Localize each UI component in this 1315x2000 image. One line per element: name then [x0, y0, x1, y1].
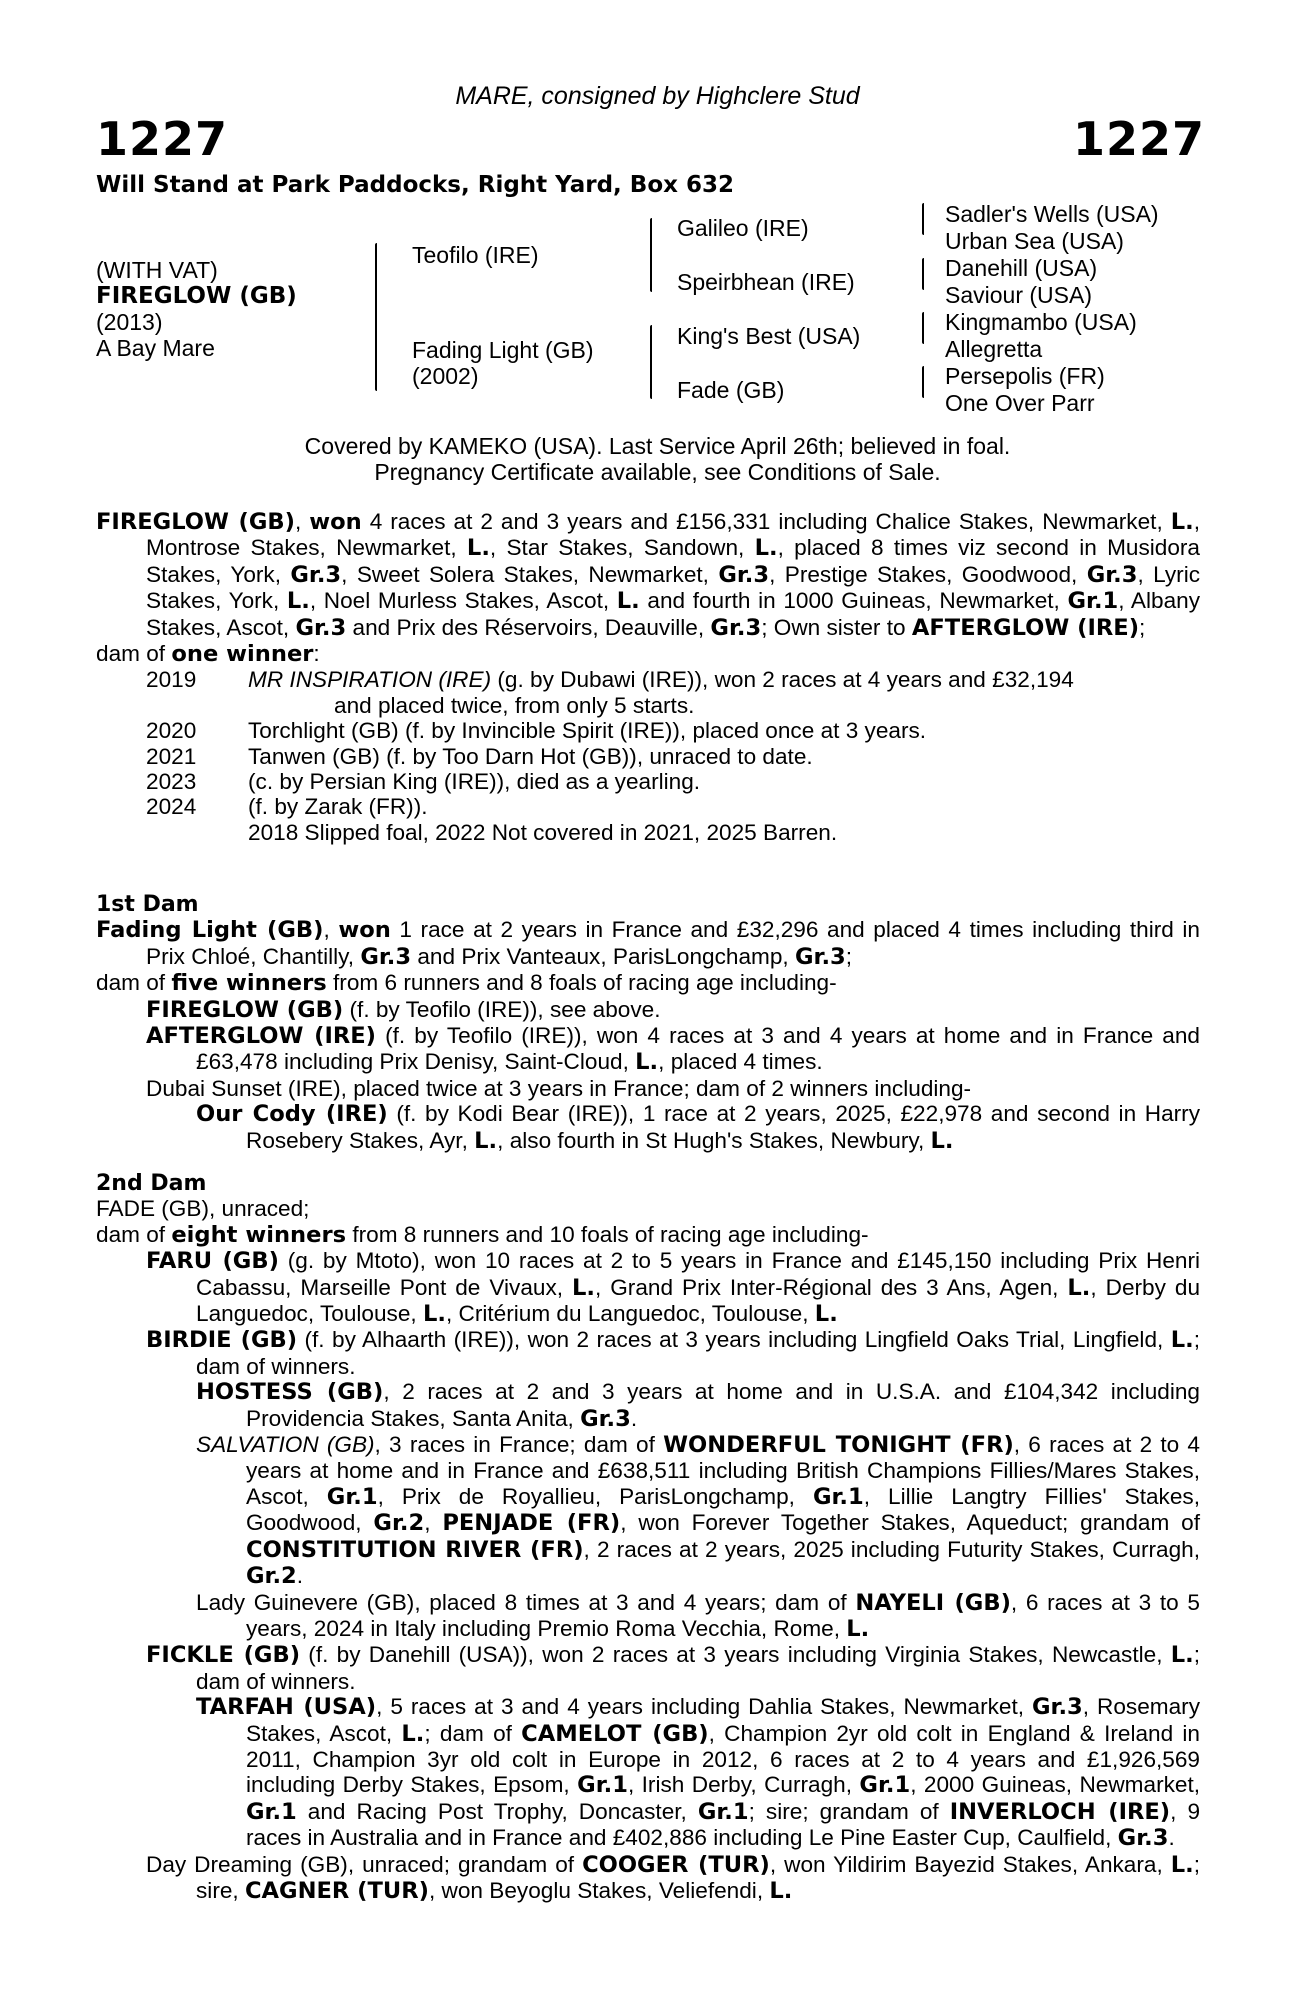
second-dam-grandoffspring: SALVATION (GB), 3 races in France; dam of WONDERFUL TONIGHT (FR), 6 races at 2 to 4 years at home and in France and £638,511 including British Champions Fillies/Mares Stakes, Ascot, Gr.1, Prix de Royallieu, ParisLongchamp, Gr.1, Lillie Langtry Fillies' Stakes, Goodwood, Gr.2, PENJADE (FR), won Forever Together Stakes, Aqueduct; grandam of CONSTITUTION RIVER (FR), 2 races at 2 years, 2025 including Futurity Stakes, Curragh, Gr.2. — [196, 1432, 1200, 1590]
mare-race-record: FIREGLOW (GB), won 4 races at 2 and 3 years and £156,331 including Chalice Stakes, Newmarket, L., Montrose Stakes, Newmarket, L., Star Stakes, Sandown, L., placed 8 times viz second in Musidora Stakes, York, Gr.3, Sweet Solera Stakes, Newmarket, Gr.3, Prestige Stakes, Goodwood, Gr.3, Lyric Stakes, York, L., Noel Murless Stakes, Ascot, L. and fourth in 1000 Guineas, Newmarket, Gr.1, Albany Stakes, Ascot, Gr.3 and Prix des Réservoirs, Deauville, Gr.3; Own sister to AFTERGLOW (IRE); — [96, 509, 1201, 641]
second-dam-grandoffspring: HOSTESS (GB), 2 races at 2 and 3 years at home and in U.S.A. and £104,342 including Providencia Stakes, Santa Anita, Gr.3. — [196, 1379, 1200, 1432]
first-dam-grandoffspring: Our Cody (IRE) (f. by Kodi Bear (IRE)), 1 race at 2 years, 2025, £22,978 and second in Harry Rosebery Stakes, Ayr, L., also fourth in St Hugh's Stakes, Newbury, L. — [196, 1101, 1200, 1154]
pedigree-dam-year: (2002) — [412, 363, 479, 389]
second-dam-section — [96, 1171, 1200, 1904]
pedigree-g4: Saviour (USA) — [945, 282, 1092, 308]
pedigree-g2: Urban Sea (USA) — [945, 228, 1124, 254]
horse-description: A Bay Mare — [96, 335, 215, 361]
pedigree-g8: One Over Parr — [945, 390, 1095, 416]
pedigree-dam-dam: Fade (GB) — [677, 377, 785, 403]
second-dam-produce-intro: dam of eight winners from 8 runners and 10 foals of racing age including- — [96, 1221, 869, 1248]
produce-row: 2024 (f. by Zarak (FR)). — [146, 794, 428, 820]
pedigree-sire-sire: Galileo (IRE) — [677, 215, 809, 241]
first-dam-offspring: AFTERGLOW (IRE) (f. by Teofilo (IRE)), won 4 races at 3 and 4 years at home and in France and £63,478 including Prix Denisy, Saint-Cloud, L., placed 4 times. — [146, 1023, 1201, 1076]
pedigree-g7: Persepolis (FR) — [945, 363, 1105, 389]
first-dam-section — [96, 892, 1200, 1154]
pedigree-brace-g34 — [922, 258, 924, 290]
consignment-line: MARE, consigned by Highclere Stud — [455, 82, 860, 110]
lot-number-left: 1227 — [96, 112, 229, 166]
pedigree-brace-sire — [650, 218, 652, 292]
first-dam-offspring: FIREGLOW (GB) (f. by Teofilo (IRE)), see above. — [146, 996, 661, 1023]
covered-line: Covered by KAMEKO (USA). Last Service April 26th; believed in foal. — [304, 433, 1011, 459]
first-dam-produce-intro: dam of five winners from 6 runners and 8 foals of racing age including- — [96, 970, 837, 997]
pedigree-brace-g56 — [922, 312, 924, 344]
second-dam-grandoffspring: TARFAH (USA), 5 races at 3 and 4 years including Dahlia Stakes, Newmarket, Gr.3, Rosemary Stakes, Ascot, L.; dam of CAMELOT (GB), Champion 2yr old colt in England & Ireland in 2011, Champion 3yr old colt in Europe in 2012, 6 races at 2 to 4 years and £1,926,569 including Derby Stakes, Epsom, Gr.1, Irish Derby, Curragh, Gr.1, 2000 Guineas, Newmarket, Gr.1 and Racing Post Trophy, Doncaster, Gr.1; sire; grandam of INVERLOCH (IRE), 9 races in Australia and in France and £402,886 including Le Pine Easter Cup, Caulfield, Gr.3. — [196, 1694, 1201, 1852]
pedigree-dam: Fading Light (GB) — [412, 337, 594, 363]
pedigree-brace-g78 — [922, 366, 924, 398]
produce-row: 2023 (c. by Persian King (IRE)), died as a yearling. — [146, 769, 701, 795]
produce-record — [96, 509, 1200, 845]
pedigree-sire: Teofilo (IRE) — [412, 242, 539, 268]
vat-note: (WITH VAT) — [96, 257, 218, 283]
first-dam-heading: 1st Dam — [96, 892, 199, 917]
horse-name: FIREGLOW (GB) — [96, 283, 297, 309]
produce-row: 2020 Torchlight (GB) (f. by Invincible Spirit (IRE)), placed once at 3 years. — [146, 718, 927, 744]
second-dam-grandoffspring: Lady Guinevere (GB), placed 8 times at 3 and 4 years; dam of NAYELI (GB), 6 races at 3 to 5 years, 2024 in Italy including Premio Roma Vecchia, Rome, L. — [196, 1589, 1200, 1642]
pregnancy-line: Pregnancy Certificate available, see Conditions of Sale. — [374, 459, 941, 485]
pedigree-g3: Danehill (USA) — [945, 255, 1098, 281]
second-dam-offspring: BIRDIE (GB) (f. by Alhaarth (IRE)), won 2 races at 3 years including Lingfield Oaks Trial, Lingfield, L.; dam of winners. — [146, 1327, 1200, 1379]
second-dam-record: FADE (GB), unraced; — [96, 1196, 310, 1222]
second-dam-offspring: FARU (GB) (g. by Mtoto), won 10 races at 2 to 5 years in France and £145,150 including Prix Henri Cabassu, Marseille Pont de Vivaux, L., Grand Prix Inter-Régional des 3 Ans, Agen, L., Derby du Languedoc, Toulouse, L., Critérium du Languedoc, Toulouse, L. — [146, 1248, 1201, 1328]
produce-note: 2018 Slipped foal, 2022 Not covered in 2021, 2025 Barren. — [248, 819, 838, 845]
horse-year: (2013) — [96, 309, 163, 335]
dam-of-line: dam of one winner: — [96, 641, 320, 668]
produce-row: 2019 MR INSPIRATION (IRE) (g. by Dubawi (IRE)), won 2 races at 4 years and £32,194 and placed twice, from only 5 starts. — [146, 667, 1074, 718]
pedigree-brace-g12 — [922, 203, 924, 235]
second-dam-offspring: Day Dreaming (GB), unraced; grandam of COOGER (TUR), won Yildirim Bayezid Stakes, Ankara, L.; sire, CAGNER (TUR), won Beyoglu Stakes, Veliefendi, L. — [146, 1851, 1201, 1904]
pedigree-dam-sire: King's Best (USA) — [677, 323, 861, 349]
first-dam-record: Fading Light (GB), won 1 race at 2 years in France and £32,296 and placed 4 times including third in Prix Chloé, Chantilly, Gr.3 and Prix Vanteaux, ParisLongchamp, Gr.3; — [96, 917, 1200, 970]
lot-number-right: 1227 — [1072, 112, 1205, 166]
horse-identity — [96, 257, 297, 361]
pedigree-brace-main — [375, 243, 377, 391]
pedigree-g6: Allegretta — [945, 336, 1043, 362]
stand-location: Will Stand at Park Paddocks, Right Yard, Box 632 — [96, 172, 734, 198]
first-dam-offspring: Dubai Sunset (IRE), placed twice at 3 years in France; dam of 2 winners including- — [146, 1075, 972, 1101]
pedigree-sire-dam: Speirbhean (IRE) — [677, 269, 855, 295]
produce-row: 2021 Tanwen (GB) (f. by Too Darn Hot (GB)), unraced to date. — [146, 743, 813, 769]
pedigree-g5: Kingmambo (USA) — [945, 309, 1137, 335]
pedigree-brace-dam — [650, 325, 652, 399]
second-dam-offspring: FICKLE (GB) (f. by Danehill (USA)), won 2 races at 3 years including Virginia Stakes, Newcastle, L.; dam of winners. — [146, 1642, 1200, 1694]
pedigree-g1: Sadler's Wells (USA) — [945, 201, 1159, 227]
second-dam-heading: 2nd Dam — [96, 1171, 207, 1196]
